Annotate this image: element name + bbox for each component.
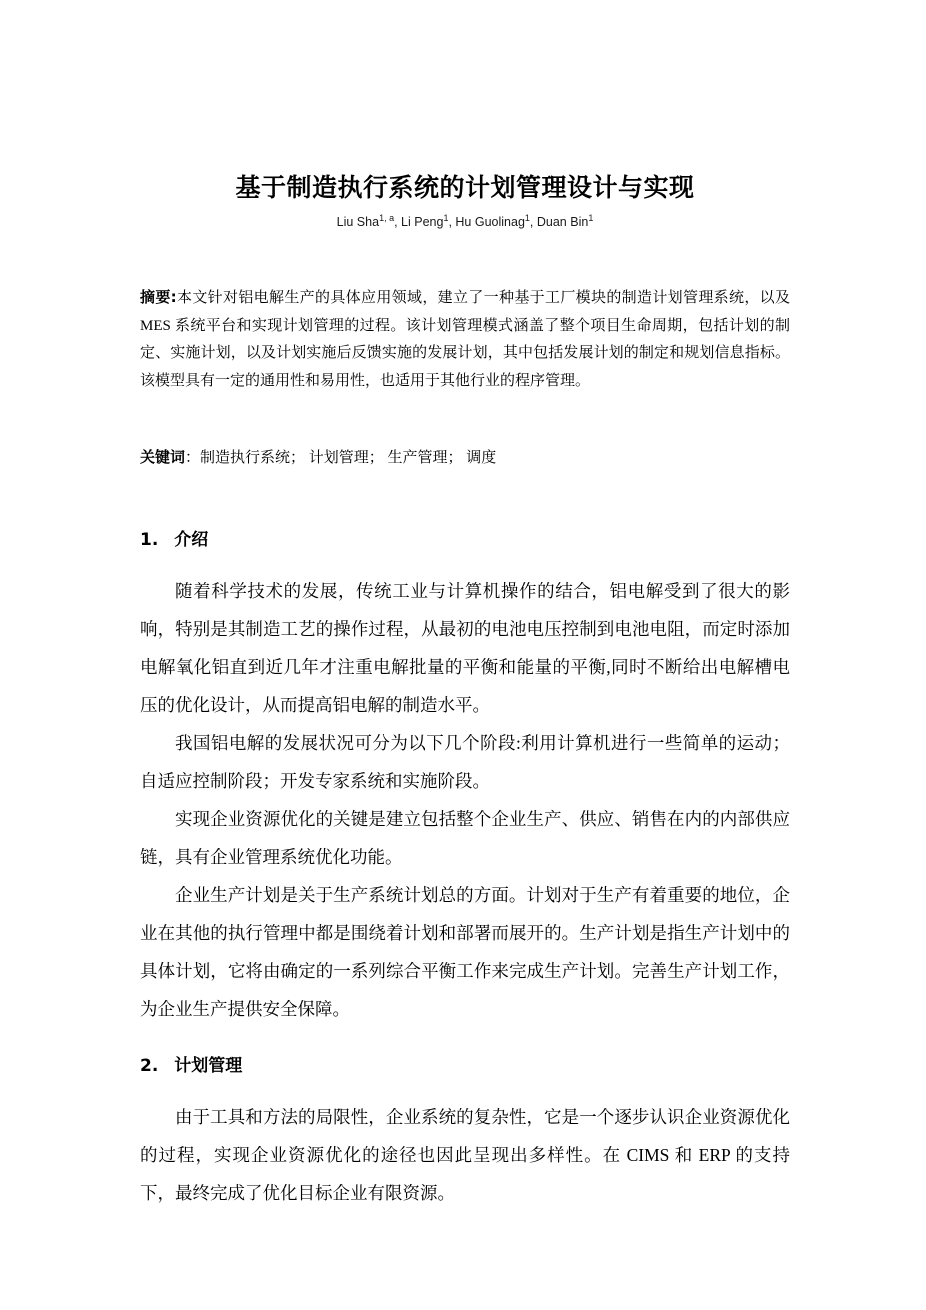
author-name: Duan Bin [536,215,589,229]
abstract-text: 本文针对铝电解生产的具体应用领域，建立了一种基于工厂模块的制造计划管理系统，以及 MES 系统平台和实现计划管理的过程。该计划管理模式涵盖了整个项目生命周期，包括计划的制定、实施计划，以及计划实施后反馈实施的发展计划，其中包括发展计划的制定和规划信息指标。该模型具有一定的通用性和易用性，也适用于其他行业的程序管理。 [140,290,790,389]
author-name: Hu Guolinag [455,215,525,229]
paragraph: 企业生产计划是关于生产系统计划总的方面。计划对于生产有着重要的地位，企业在其他的执行管理中都是围绕着计划和部署而展开的。生产计划是指生产计划中的具体计划，它将由确定的一系列综合平衡工作来完成生产计划。完善生产计划工作，为企业生产提供安全保障。 [140,885,790,1019]
author [401,212,456,229]
author-superscript: 1 [588,212,594,223]
author-superscript: 1 [443,212,449,223]
section-title: 介绍 [174,530,209,550]
section-number: 2. [140,1056,159,1076]
keywords-label: 关键词 [140,448,186,466]
paragraph: 由于工具和方法的局限性，企业系统的复杂性，它是一个逐步认识企业资源优化的过程，实现企业资源优化的途径也因此呈现出多样性。在 CIMS 和 ERP 的支持下，最终完成了优化目标企业有限资源。 [140,1107,790,1203]
keywords-line [140,445,790,470]
author [336,212,402,229]
author-superscript: 1, a [379,212,395,223]
section-number: 1. [140,530,159,550]
paragraph: 我国铝电解的发展状况可分为以下几个阶段:利用计算机进行一些简单的运动；自适应控制阶段；开发专家系统和实施阶段。 [140,733,790,791]
paragraph: 随着科学技术的发展，传统工业与计算机操作的结合，铝电解受到了很大的影响，特别是其制造工艺的操作过程，从最初的电池电压控制到电池电阻，而定时添加电解氧化铝直到近几年才注重电解批量的平衡和能量的平衡,同时不断给出电解槽电压的优化设计，从而提高铝电解的制造水平。 [140,581,790,715]
author [536,212,594,229]
author-separator: , [529,215,537,229]
section-introduction [140,528,790,1028]
author-superscript: 1 [524,212,530,223]
author-name: Li Peng [401,215,444,229]
section-heading-2 [140,1054,790,1078]
author-separator: , [448,215,456,229]
author [455,212,537,229]
author-separator: , [394,215,402,229]
section-plan-management [140,1054,790,1212]
author-name: Liu Sha [336,215,380,229]
section-title: 计划管理 [174,1056,243,1076]
abstract-label: 摘要: [140,288,177,306]
authors-line [140,214,790,230]
abstract [140,284,790,395]
paragraph: 实现企业资源优化的关键是建立包括整个企业生产、供应、销售在内的内部供应链，具有企业管理系统优化功能。 [140,809,790,867]
keywords-text: ：制造执行系统； 计划管理； 生产管理； 调度 [185,450,497,466]
paper-title: 基于制造执行系统的计划管理设计与实现 [235,173,695,202]
section-heading-1 [140,528,790,552]
